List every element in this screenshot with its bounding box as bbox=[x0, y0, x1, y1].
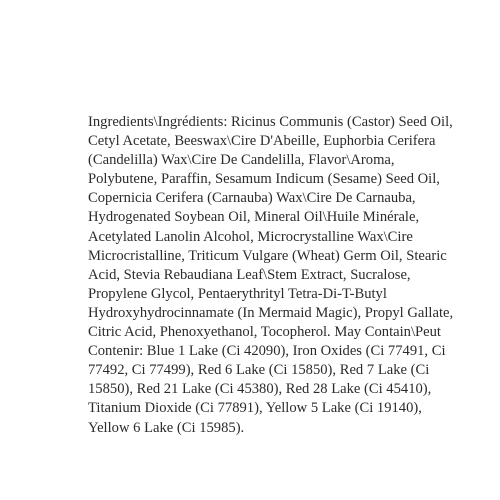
ingredients-line: Citric Acid, Phenoxyethanol, Tocopherol. May Contain\Peut bbox=[88, 324, 441, 341]
ingredients-line: Cetyl Acetate, Beeswax\Cire D'Abeille, Euphorbia Cerifera bbox=[88, 133, 436, 150]
ingredients-line: 77492, Ci 77499), Red 6 Lake (Ci 15850), Red 7 Lake (Ci bbox=[88, 362, 430, 379]
ingredients-line: Polybutene, Paraffin, Sesamum Indicum (Sesame) Seed Oil, bbox=[88, 171, 440, 188]
ingredients-line: Ingredients\Ingrédients: Ricinus Communis (Castor) Seed Oil, bbox=[88, 114, 453, 130]
ingredients-text-block bbox=[88, 113, 454, 438]
ingredients-line: Propylene Glycol, Pentaerythrityl Tetra-Di-T-Butyl bbox=[88, 285, 387, 302]
ingredients-line: Hydroxyhydrocinnamate (In Mermaid Magic), Propyl Gallate, bbox=[88, 304, 454, 321]
ingredients-line: Acid, Stevia Rebaudiana Leaf\Stem Extract, Sucralose, bbox=[88, 266, 411, 283]
ingredients-line: Copernicia Cerifera (Carnauba) Wax\Cire De Carnauba, bbox=[88, 190, 416, 207]
ingredients-line: Microcristalline, Triticum Vulgare (Wheat) Germ Oil, Stearic bbox=[88, 247, 447, 264]
ingredients-line: Yellow 6 Lake (Ci 15985). bbox=[88, 419, 245, 436]
ingredients-line: (Candelilla) Wax\Cire De Candelilla, Flavor\Aroma, bbox=[88, 152, 395, 169]
ingredients-line: 15850), Red 21 Lake (Ci 45380), Red 28 Lake (Ci 45410), bbox=[88, 381, 432, 398]
ingredients-line: Titanium Dioxide (Ci 77891), Yellow 5 Lake (Ci 19140), bbox=[88, 400, 422, 417]
ingredients-line: Contenir: Blue 1 Lake (Ci 42090), Iron Oxides (Ci 77491, Ci bbox=[88, 343, 446, 360]
ingredients-line: Hydrogenated Soybean Oil, Mineral Oil\Huile Minérale, bbox=[88, 209, 420, 226]
ingredients-line: Acetylated Lanolin Alcohol, Microcrystalline Wax\Cire bbox=[88, 228, 413, 245]
